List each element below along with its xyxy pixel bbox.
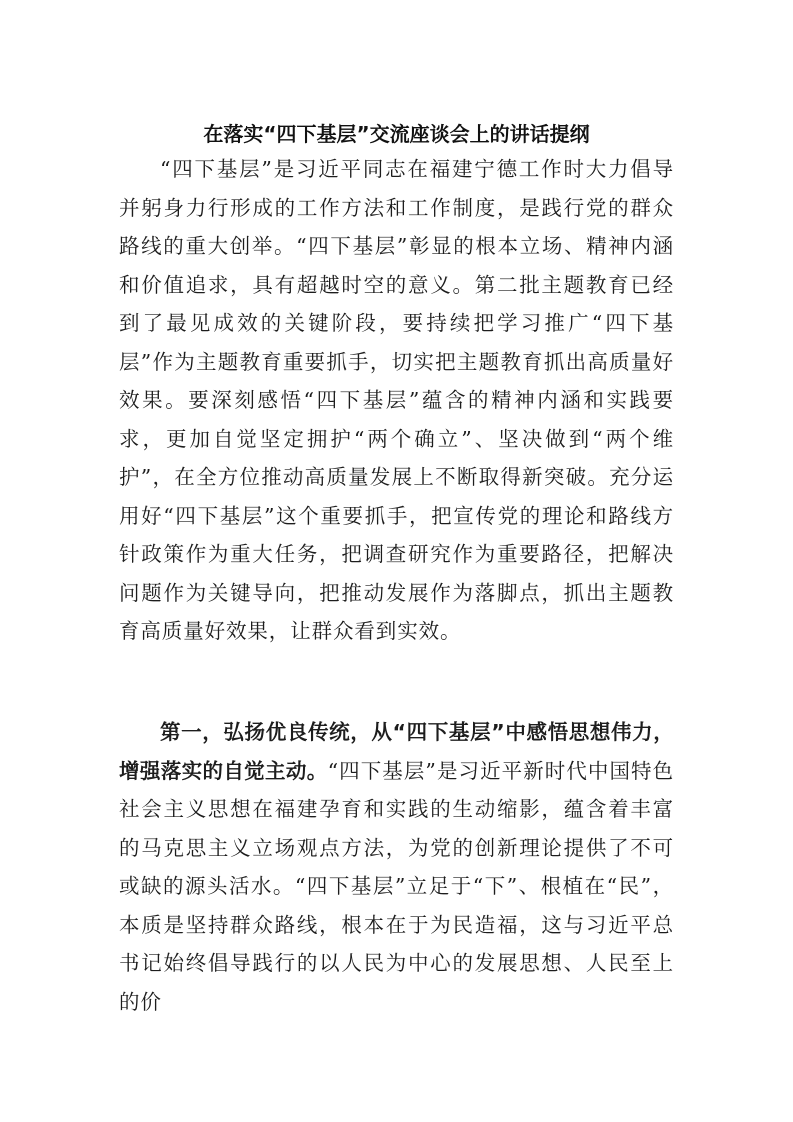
section-one-paragraph — [119, 713, 674, 1021]
document-title: 在落实“四下基层”交流座谈会上的讲话提纲 — [203, 122, 590, 146]
section-one-heading: 第一，弘扬优良传统，从“四下基层”中感悟思想伟力，增强落实的自觉主动。 — [119, 720, 674, 783]
section-one-body: “四下基层”是习近平新时代中国特色社会主义思想在福建孕育和实践的生动缩影，蕴含着丰富的马克思主义立场观点方法，为党的创新理论提供了不可或缺的源头活水。“四下基层”立足于“下”、根植在“民”，本质是坚持群众路线，根本在于为民造福，这与习近平总书记始终倡导践行的以人民为中心的发展思想、人民至上的价 — [119, 758, 675, 1014]
intro-paragraph: “四下基层”是习近平同志在福建宁德工作时大力倡导并躬身力行形成的工作方法和工作制度，是践行党的群众路线的重大创举。“四下基层”彰显的根本立场、精神内涵和价值追求，具有超越时空的意义。第二批主题教育已经到了最见成效的关键阶段，要持续把学习推广“四下基层”作为主题教育重要抓手，切实把主题教育抓出高质量好效果。要深刻感悟“四下基层”蕴含的精神内涵和实践要求，更加自觉坚定拥护“两个确立”、坚决做到“两个维护”，在全方位推动高质量发展上不断取得新突破。充分运用好“四下基层”这个重要抓手，把宣传党的理论和路线方针政策作为重大任务，把调查研究作为重要路径，把解决问题作为关键导向，把推动发展作为落脚点，抓出主题教育高质量好效果，让群众看到实效。 — [119, 157, 674, 643]
